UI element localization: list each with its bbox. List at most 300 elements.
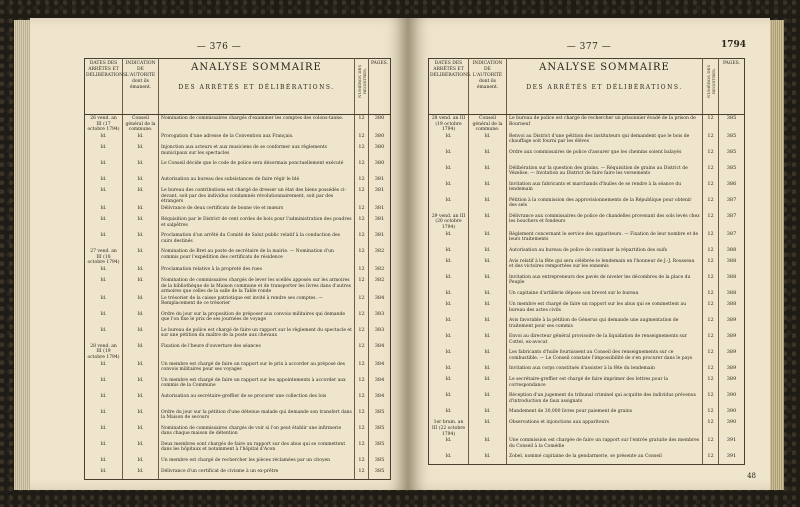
table-row xyxy=(429,258,745,274)
row-date: 28 vend. an III (19 octobre 1794) xyxy=(429,115,469,133)
year-header: 1794 xyxy=(720,40,746,50)
row-page: 385 xyxy=(719,149,745,165)
row-analysis: Le secrétaire-greffier est chargé de faire imprimer des lettres pour la correspondance xyxy=(507,376,703,392)
table-row xyxy=(429,197,745,213)
header-indication: INDICATION DE L'AUTORITÉ dont ils émanent. xyxy=(469,59,507,115)
row-date: Id. xyxy=(85,160,123,176)
row-authority: Id. xyxy=(123,457,159,468)
page-edges-right xyxy=(768,20,784,490)
row-analysis: Fixation de l'heure d'ouverture des séances xyxy=(159,343,355,361)
row-analysis: Mandement de 30,000 livres pour paiement de grains xyxy=(507,408,703,419)
row-analysis: Règlement concernant le service des appariteurs. — Fixation de leur nombre et de leurs traitements xyxy=(507,231,703,247)
row-authority: Id. xyxy=(469,181,507,197)
table-row xyxy=(85,277,391,295)
row-analysis: Ordre aux commissaires de police d'assurer que les chemins soient balayés xyxy=(507,149,703,165)
row-page: 388 xyxy=(719,301,745,317)
row-page: 383 xyxy=(369,311,391,327)
row-authority: Conseil général de la commune. xyxy=(123,115,159,133)
row-page: 382 xyxy=(369,266,391,277)
table-row xyxy=(429,290,745,301)
table-row xyxy=(429,365,745,376)
header-analyse xyxy=(159,59,355,115)
row-date: Id. xyxy=(85,232,123,248)
row-authority: Id. xyxy=(123,343,159,361)
register-table xyxy=(84,58,391,480)
row-register-number: 12 xyxy=(355,468,369,479)
row-authority: Id. xyxy=(123,361,159,377)
table-row xyxy=(85,343,391,361)
row-page: 380 xyxy=(369,144,391,160)
row-page: 384 xyxy=(369,393,391,409)
table-row xyxy=(85,393,391,409)
row-page: 385 xyxy=(719,133,745,149)
row-page: 380 xyxy=(369,160,391,176)
row-analysis: Pétition à la commission des approvisionnements de la République pour obtenir des sels xyxy=(507,197,703,213)
row-analysis: Autorisation au bureau des subsistances de faire régir le blé xyxy=(159,176,355,187)
row-authority: Id. xyxy=(123,311,159,327)
row-authority: Id. xyxy=(123,377,159,393)
row-authority: Id. xyxy=(469,317,507,333)
row-authority: Id. xyxy=(469,213,507,231)
row-register-number: 12 xyxy=(703,197,719,213)
row-register-number: 12 xyxy=(703,408,719,419)
row-register-number: 12 xyxy=(703,392,719,408)
row-page: 389 xyxy=(719,317,745,333)
table-row xyxy=(429,349,745,365)
analyse-subtitle: DES ARRÊTÉS ET DÉLIBÉRATIONS. xyxy=(526,84,683,91)
row-register-number: 12 xyxy=(355,425,369,441)
row-authority: Id. xyxy=(469,274,507,290)
row-register-number: 12 xyxy=(355,205,369,216)
row-page: 390 xyxy=(719,408,745,419)
row-page: 386 xyxy=(719,181,745,197)
row-analysis: Invitation aux entrepreneurs des pavés de niveler les décombres de la place du Peuple xyxy=(507,274,703,290)
row-date: Id. xyxy=(429,197,469,213)
row-register-number: 12 xyxy=(703,301,719,317)
row-date: Id. xyxy=(85,425,123,441)
row-authority: Id. xyxy=(123,176,159,187)
row-analysis: Nomination de commissaires chargés d'examiner les comptes des colons-tanne. xyxy=(159,115,355,133)
row-date: Id. xyxy=(429,247,469,258)
table-row xyxy=(429,115,745,133)
row-date: Id. xyxy=(85,144,123,160)
row-page: 387 xyxy=(719,231,745,247)
row-register-number: 12 xyxy=(703,317,719,333)
row-analysis: Zobel, nommé capitaine de la gendarmerie, se présente au Conseil xyxy=(507,453,703,464)
row-register-number: 12 xyxy=(355,232,369,248)
row-page: 382 xyxy=(369,277,391,295)
row-authority: Id. xyxy=(123,468,159,479)
table-row xyxy=(429,317,745,333)
row-analysis: Observations et injonctions aux appariteurs xyxy=(507,419,703,437)
sheet-number: 48 xyxy=(747,472,756,480)
row-page: 389 xyxy=(719,349,745,365)
row-date: Id. xyxy=(85,266,123,277)
right-page xyxy=(408,18,770,490)
table-row xyxy=(85,311,391,327)
row-page: 388 xyxy=(719,290,745,301)
row-authority: Id. xyxy=(123,248,159,266)
row-analysis: Nomination de commissaires chargés de lever les scellés apposés sur les armoires de la bibliothèque de la Maison commune et de transporter les livres dans d'autres armoires que celles de la salle de la Table ronde xyxy=(159,277,355,295)
row-authority: Id. xyxy=(469,197,507,213)
row-register-number: 12 xyxy=(703,213,719,231)
row-analysis: Invitation aux fabricants et marchands d'huiles de se rendre à la séance du lendemain xyxy=(507,181,703,197)
row-register-number: 12 xyxy=(703,165,719,181)
analyse-title: ANALYSE SOMMAIRE xyxy=(539,62,670,73)
row-register-number: 12 xyxy=(703,181,719,197)
row-page: 385 xyxy=(369,441,391,457)
row-register-number: 12 xyxy=(703,290,719,301)
row-date: Id. xyxy=(429,274,469,290)
row-analysis: Ordre du jour sur la proposition de préposer aux convois militaires qui demande que l'on fixe le prix de ses journées de voyage xyxy=(159,311,355,327)
row-register-number: 12 xyxy=(703,231,719,247)
row-date: Id. xyxy=(429,317,469,333)
row-page: 384 xyxy=(369,377,391,393)
row-page: 389 xyxy=(719,365,745,376)
table-row xyxy=(429,376,745,392)
table-row xyxy=(429,165,745,181)
row-page: 381 xyxy=(369,187,391,205)
row-date: Id. xyxy=(85,409,123,425)
row-register-number: 12 xyxy=(703,247,719,258)
row-authority: Id. xyxy=(123,409,159,425)
row-analysis: Réquisition par le District de cent cordes de bois pour l'administration des poudres et salpêtres xyxy=(159,216,355,232)
header-pages: PAGES. xyxy=(369,59,391,115)
row-authority: Id. xyxy=(469,376,507,392)
row-authority: Id. xyxy=(123,205,159,216)
table-row xyxy=(429,301,745,317)
row-authority: Id. xyxy=(123,216,159,232)
table-row xyxy=(85,160,391,176)
row-authority: Id. xyxy=(469,301,507,317)
left-page xyxy=(30,18,408,490)
row-register-number: 12 xyxy=(703,333,719,349)
header-dates: DATES DES ARRÊTÉS ET DÉLIBÉRATIONS. xyxy=(85,59,123,115)
row-page: 391 xyxy=(719,453,745,464)
row-date: Id. xyxy=(85,361,123,377)
row-authority: Id. xyxy=(123,277,159,295)
table-row xyxy=(85,295,391,311)
table-row xyxy=(85,176,391,187)
row-authority: Id. xyxy=(123,327,159,343)
row-page: 391 xyxy=(719,437,745,453)
table-row xyxy=(85,248,391,266)
row-register-number: 12 xyxy=(355,115,369,133)
row-date: Id. xyxy=(85,277,123,295)
row-authority: Id. xyxy=(123,160,159,176)
table-row xyxy=(429,408,745,419)
row-date: 27 vend. an III (18 octobre 1794) xyxy=(85,248,123,266)
row-register-number: 12 xyxy=(355,409,369,425)
row-authority: Id. xyxy=(123,393,159,409)
row-date: Id. xyxy=(85,377,123,393)
row-page: 381 xyxy=(369,205,391,216)
table-row xyxy=(85,441,391,457)
row-analysis: Le Conseil décide que le code de police sera désormais ponctuellement exécuté xyxy=(159,160,355,176)
row-date: Id. xyxy=(429,376,469,392)
table-row xyxy=(429,274,745,290)
row-analysis: Renvoi au District d'une pétition des instituteurs qui demandent que le bois de chauffage soit fourni par les élèves xyxy=(507,133,703,149)
row-authority: Id. xyxy=(123,441,159,457)
row-analysis: Envoi au directeur général provisoire de la liquidation de renseignements sur Cottel, ex-avocat xyxy=(507,333,703,349)
row-date: Id. xyxy=(85,133,123,144)
row-authority: Id. xyxy=(469,392,507,408)
row-register-number: 12 xyxy=(355,176,369,187)
row-authority: Id. xyxy=(123,187,159,205)
row-page: 381 xyxy=(369,232,391,248)
header-numeros: NUMÉROS DES REGISTRES. xyxy=(703,59,719,115)
row-authority: Id. xyxy=(123,295,159,311)
row-date: Id. xyxy=(429,133,469,149)
row-analysis: Invitation aux corps constitués d'assister à la fête du lendemain xyxy=(507,365,703,376)
row-analysis: Autorisation au secrétaire-greffier de se procurer une collection des lois xyxy=(159,393,355,409)
table-header xyxy=(429,59,745,115)
table-row xyxy=(429,453,745,464)
page-number: — 377 — xyxy=(566,42,612,52)
row-register-number: 12 xyxy=(703,365,719,376)
row-analysis: Injonction aux acteurs et aux musiciens de se conformer aux règlements municipaux sur les spectacles xyxy=(159,144,355,160)
row-register-number: 12 xyxy=(703,149,719,165)
row-date: Id. xyxy=(85,468,123,479)
row-page: 382 xyxy=(369,248,391,266)
row-date: Id. xyxy=(429,333,469,349)
row-date: Id. xyxy=(85,205,123,216)
row-page: 387 xyxy=(719,197,745,213)
row-authority: Id. xyxy=(469,290,507,301)
row-page: 388 xyxy=(719,258,745,274)
row-date: Id. xyxy=(429,453,469,464)
row-analysis: Un membre est chargé de faire un rapport sur les appointements à accorder aux commis de la Commune xyxy=(159,377,355,393)
row-analysis: Les fabricants d'huile fournissent au Conseil des renseignements sur ce combustible. — Le Conseil constate l'impossibilité de s'en procurer dans le pays xyxy=(507,349,703,365)
row-register-number: 12 xyxy=(703,133,719,149)
table-row xyxy=(429,133,745,149)
row-analysis: Réception d'un jugement du tribunal criminel qui acquitte des individus prévenus d'introduction de faux assignats xyxy=(507,392,703,408)
row-authority: Id. xyxy=(123,144,159,160)
row-page: 385 xyxy=(719,165,745,181)
row-register-number: 12 xyxy=(355,393,369,409)
row-authority: Id. xyxy=(123,133,159,144)
row-page: 381 xyxy=(369,216,391,232)
table-row xyxy=(429,419,745,437)
row-analysis: Délivrance de deux certificats de bonne vie et mœurs xyxy=(159,205,355,216)
row-date: Id. xyxy=(85,176,123,187)
table-row xyxy=(85,377,391,393)
row-register-number: 12 xyxy=(355,144,369,160)
row-date: Id. xyxy=(85,187,123,205)
row-authority: Id. xyxy=(469,165,507,181)
row-page: 385 xyxy=(719,115,745,133)
row-authority: Id. xyxy=(469,408,507,419)
row-register-number: 12 xyxy=(703,349,719,365)
row-page: 384 xyxy=(369,295,391,311)
table-row xyxy=(85,216,391,232)
header-dates: DATES DES ARRÊTÉS ET DÉLIBÉRATIONS. xyxy=(429,59,469,115)
row-page: 385 xyxy=(369,457,391,468)
row-analysis: Nomination de Bret au poste de secrétaire de la mairie. — Nomination d'un commis pour l'expédition des certificats de résidence xyxy=(159,248,355,266)
row-page: 390 xyxy=(719,419,745,437)
row-register-number: 12 xyxy=(355,216,369,232)
row-register-number: 12 xyxy=(703,115,719,133)
row-register-number: 12 xyxy=(703,437,719,453)
table-row xyxy=(85,232,391,248)
row-page: 385 xyxy=(369,468,391,479)
table-row xyxy=(429,437,745,453)
row-date: Id. xyxy=(85,216,123,232)
row-authority: Id. xyxy=(469,258,507,274)
row-date: Id. xyxy=(85,457,123,468)
row-date: Id. xyxy=(429,408,469,419)
row-analysis: Proclamation relative à la propreté des rues xyxy=(159,266,355,277)
row-authority: Id. xyxy=(469,349,507,365)
row-analysis: Proclamation d'un arrêté du Comité de Salut public relatif à la conduction des cuirs destinés xyxy=(159,232,355,248)
row-analysis: Autorisation au bureau de police de continuer la répartition des suifs xyxy=(507,247,703,258)
row-register-number: 12 xyxy=(355,266,369,277)
row-date: Id. xyxy=(429,165,469,181)
analyse-title: ANALYSE SOMMAIRE xyxy=(191,62,322,73)
row-page: 384 xyxy=(369,343,391,361)
table-row xyxy=(85,361,391,377)
header-numeros: NUMÉROS DES REGISTRES. xyxy=(355,59,369,115)
row-date: Id. xyxy=(429,365,469,376)
table-row xyxy=(85,144,391,160)
row-register-number: 12 xyxy=(355,457,369,468)
analyse-subtitle: DES ARRÊTÉS ET DÉLIBÉRATIONS. xyxy=(178,84,335,91)
table-row xyxy=(85,409,391,425)
row-register-number: 12 xyxy=(703,376,719,392)
row-register-number: 12 xyxy=(355,327,369,343)
row-analysis: Le bureau des contributions est chargé de dresser un état des biens possédés ci-devant, soit par des individus condamnés révolutionnairement, soit par des étrangers xyxy=(159,187,355,205)
row-analysis: Un membre est chargé de faire un rapport sur les abus qui se commettent au bureau des actes civils xyxy=(507,301,703,317)
row-register-number: 12 xyxy=(355,187,369,205)
row-date: Id. xyxy=(429,149,469,165)
table-header xyxy=(85,59,391,115)
row-page: 385 xyxy=(369,409,391,425)
row-page: 380 xyxy=(369,115,391,133)
row-page: 388 xyxy=(719,247,745,258)
table-row xyxy=(429,231,745,247)
row-authority: Id. xyxy=(469,149,507,165)
row-analysis: Un membre est chargé de faire un rapport sur le prix à accorder au préposé des convois militaires pour ses voyages xyxy=(159,361,355,377)
table-row xyxy=(85,327,391,343)
row-page: 389 xyxy=(719,376,745,392)
row-date: Id. xyxy=(429,258,469,274)
row-authority: Id. xyxy=(469,247,507,258)
row-authority: Id. xyxy=(469,333,507,349)
table-row xyxy=(429,213,745,231)
row-analysis: Prorogation d'une adresse de la Convention aux Français. xyxy=(159,133,355,144)
table-row xyxy=(85,205,391,216)
row-date: Id. xyxy=(85,327,123,343)
table-row xyxy=(85,187,391,205)
row-page: 383 xyxy=(369,327,391,343)
row-analysis: Délivrance d'un certificat de civisme à un ex-prêtre xyxy=(159,468,355,479)
row-register-number: 12 xyxy=(703,453,719,464)
row-register-number: 12 xyxy=(355,277,369,295)
row-analysis: Le trésorier de la caisse patriotique est invité à rendre ses comptes. — Remplacement de ce trésorier xyxy=(159,295,355,311)
row-page: 389 xyxy=(719,333,745,349)
row-analysis: Une commission est chargée de faire un rapport sur l'entrée gratuite des membres du Conseil à la Comédie xyxy=(507,437,703,453)
table-row xyxy=(429,247,745,258)
row-register-number: 12 xyxy=(355,343,369,361)
row-analysis: Avis favorable à la pétition de Génerus qui demande une augmentation de traitement pour ses commis xyxy=(507,317,703,333)
header-indication: INDICATION DE L'AUTORITÉ dont ils émanent. xyxy=(123,59,159,115)
row-register-number: 12 xyxy=(703,419,719,437)
row-date: Id. xyxy=(85,295,123,311)
row-authority: Conseil général de la commune. xyxy=(469,115,507,133)
row-date: Id. xyxy=(429,349,469,365)
row-date: Id. xyxy=(85,311,123,327)
row-analysis: Le bureau de police est chargé de faire un rapport sur le règlement du spectacle et sur une pétition du maître de la poste aux chevaux xyxy=(159,327,355,343)
row-page: 387 xyxy=(719,213,745,231)
row-date: 1er brum. an III (22 octobre 1794) xyxy=(429,419,469,437)
row-date: Id. xyxy=(85,441,123,457)
row-authority: Id. xyxy=(469,231,507,247)
table-row xyxy=(85,266,391,277)
table-row xyxy=(429,149,745,165)
header-analyse xyxy=(507,59,703,115)
row-register-number: 12 xyxy=(703,274,719,290)
row-date: Id. xyxy=(429,181,469,197)
table-row xyxy=(85,133,391,144)
row-date: 28 vend. an III (19 octobre 1794) xyxy=(85,343,123,361)
row-authority: Id. xyxy=(469,453,507,464)
row-authority: Id. xyxy=(469,365,507,376)
table-row xyxy=(429,392,745,408)
row-page: 385 xyxy=(369,425,391,441)
row-analysis: Délibération sur la question des grains. — Réquisition de grains au District de Vézelise. — Invitation au District de faire faire les versements xyxy=(507,165,703,181)
row-register-number: 12 xyxy=(355,160,369,176)
table-row xyxy=(429,333,745,349)
row-authority: Id. xyxy=(123,266,159,277)
row-register-number: 12 xyxy=(355,248,369,266)
row-analysis: Ordre du jour sur la pétition d'une détenue malade qui demande son transfert dans la Maison de secours xyxy=(159,409,355,425)
row-register-number: 12 xyxy=(355,441,369,457)
row-authority: Id. xyxy=(469,437,507,453)
row-register-number: 12 xyxy=(355,311,369,327)
row-authority: Id. xyxy=(123,425,159,441)
table-row xyxy=(429,181,745,197)
row-analysis: Avis relatif à la fête qui sera célébrée le lendemain en l'honneur de J.-J. Rousseau et des victoires remportées sur les ennemis xyxy=(507,258,703,274)
table-row xyxy=(85,457,391,468)
row-register-number: 12 xyxy=(355,377,369,393)
row-authority: Id. xyxy=(469,133,507,149)
row-date: Id. xyxy=(429,437,469,453)
row-date: 26 vend. an III (17 octobre 1794) xyxy=(85,115,123,133)
header-pages: PAGES. xyxy=(719,59,745,115)
page-number: — 376 — xyxy=(196,42,242,52)
table-row xyxy=(85,115,391,133)
table-row xyxy=(85,425,391,441)
row-analysis: Le bureau de police est chargé de rechercher un prisonnier évadé de la prison de Bourneuf xyxy=(507,115,703,133)
row-page: 388 xyxy=(719,274,745,290)
row-register-number: 12 xyxy=(355,361,369,377)
row-date: Id. xyxy=(429,231,469,247)
row-authority: Id. xyxy=(123,232,159,248)
row-page: 390 xyxy=(719,392,745,408)
row-analysis: Nomination de commissaires chargés de voir si l'on peut établir une infirmerie dans chaque maison de détention xyxy=(159,425,355,441)
row-page: 381 xyxy=(369,176,391,187)
row-date: Id. xyxy=(429,301,469,317)
row-register-number: 12 xyxy=(703,258,719,274)
row-date: 29 vend. an III (20 octobre 1794) xyxy=(429,213,469,231)
row-register-number: 12 xyxy=(355,295,369,311)
row-register-number: 12 xyxy=(355,133,369,144)
row-date: Id. xyxy=(85,393,123,409)
register-table xyxy=(428,58,745,465)
row-authority: Id. xyxy=(469,419,507,437)
row-date: Id. xyxy=(429,290,469,301)
row-analysis: Un membre est chargé de rechercher les pièces réclamées par un citoyen xyxy=(159,457,355,468)
